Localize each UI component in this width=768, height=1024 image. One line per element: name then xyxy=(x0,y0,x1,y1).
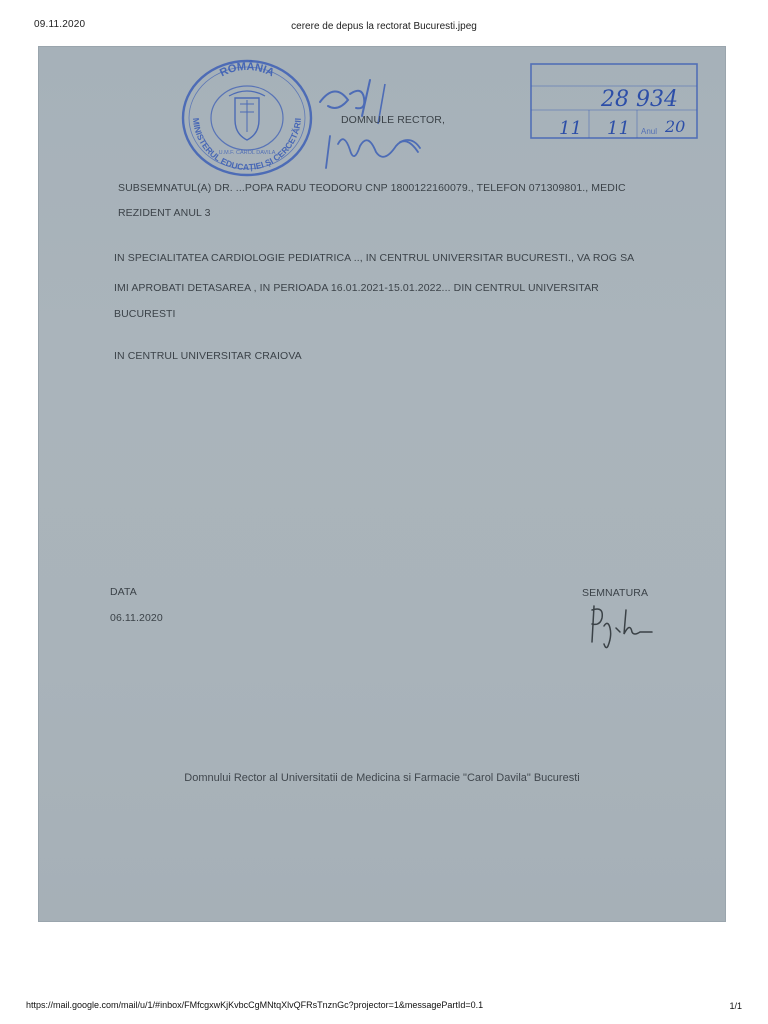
body-line-6: IN CENTRUL UNIVERSITAR CRAIOVA xyxy=(114,350,302,362)
body-line-5: BUCURESTI xyxy=(114,308,176,320)
registration-day: 11 xyxy=(559,118,582,139)
print-footer-url: https://mail.google.com/mail/u/1/#inbox/FMfcgxwKjKvbcCgMNtqXlvQFRsTnznGc?projector=1&messagePartId=0.1 xyxy=(26,1000,484,1010)
salutation: DOMNULE RECTOR, xyxy=(341,114,445,126)
registration-year: 20 xyxy=(665,117,686,136)
body-line-1: SUBSEMNATUL(A) DR. ...POPA RADU TEODORU CNP 1800122160079., TELEFON 071309801., MEDIC xyxy=(118,182,626,194)
registration-year-label: Anul xyxy=(641,127,658,136)
coat-of-arms-icon xyxy=(229,91,265,140)
addressee-line: Domnului Rector al Universitatii de Medicina si Farmacie "Carol Davila" Bucuresti xyxy=(184,772,580,784)
registration-number: 28 934 xyxy=(601,87,678,112)
body-line-4: IMI APROBATI DETASAREA , IN PERIOADA 16.01.2021-15.01.2022... DIN CENTRUL UNIVERSITAR xyxy=(114,282,599,294)
registration-month: 11 xyxy=(607,118,630,139)
print-header-date: 09.11.2020 xyxy=(34,19,86,30)
body-line-3: IN SPECIALITATEA CARDIOLOGIE PEDIATRICA .., IN CENTRUL UNIVERSITAR BUCURESTI., VA ROG SA xyxy=(114,252,635,264)
scanned-document xyxy=(38,46,726,922)
seal-inner-text: U.M.F. CAROL DAVILA xyxy=(218,150,276,156)
registration-stamp xyxy=(529,62,701,142)
seal-top-text: ROMÂNIA xyxy=(217,60,277,80)
print-header-title: cerere de depus la rectorat Bucuresti.jpeg xyxy=(291,21,477,32)
official-seal xyxy=(179,56,315,178)
body-line-2: REZIDENT ANUL 3 xyxy=(118,207,211,219)
handwritten-signature xyxy=(586,602,656,650)
date-value: 06.11.2020 xyxy=(110,612,163,624)
print-footer-page: 1/1 xyxy=(729,1001,742,1011)
signature-label: SEMNATURA xyxy=(582,587,649,599)
date-label: DATA xyxy=(110,586,137,598)
seal-ring-text: MINISTERUL EDUCAȚIEI ȘI CERCETĂRII xyxy=(190,117,303,173)
